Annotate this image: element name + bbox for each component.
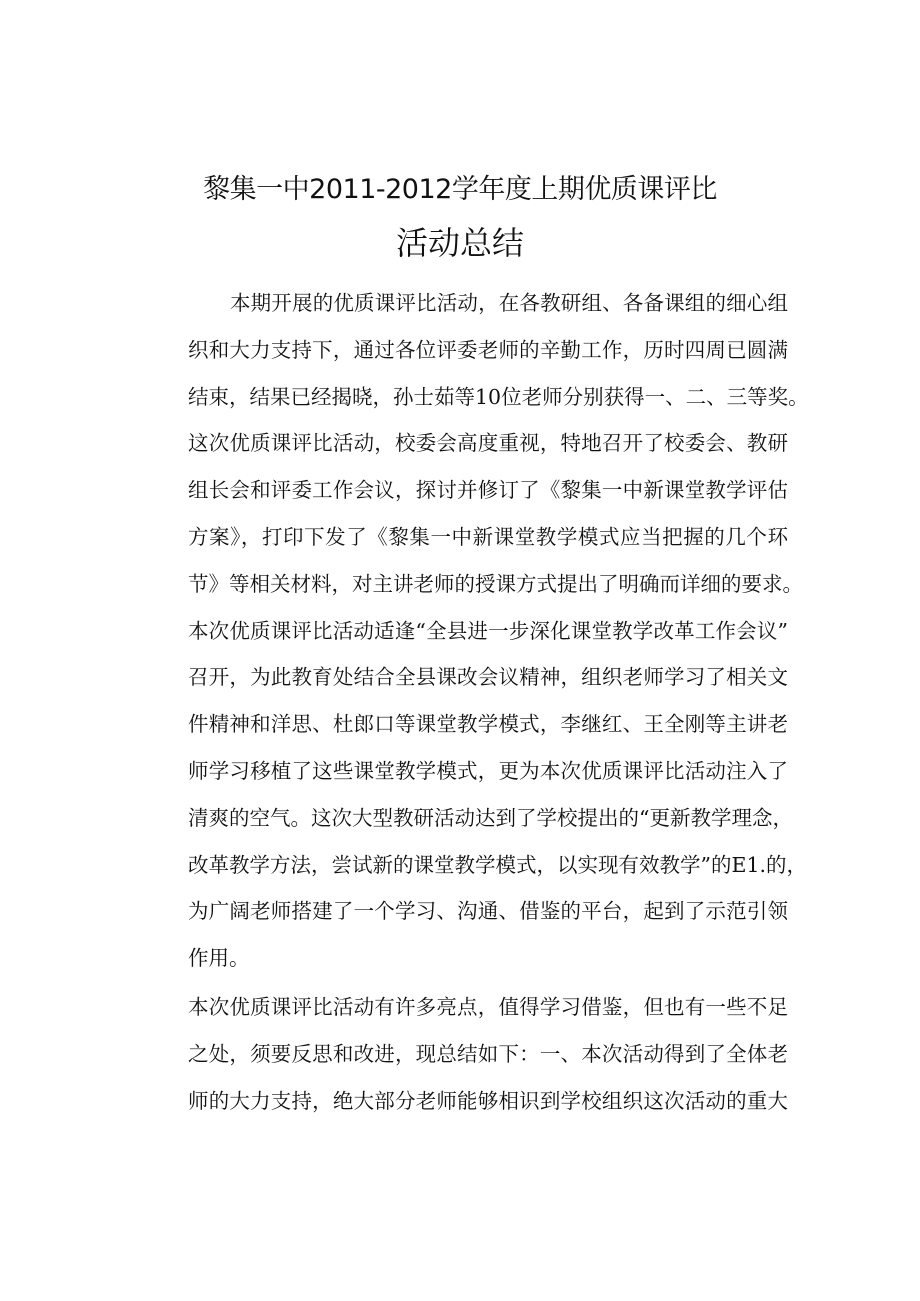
body-line: 师的大力支持，绝大部分老师能够相识到学校组织这次活动的重大 xyxy=(188,1088,788,1113)
body-line: 清爽的空气。这次大型教研活动达到了学校提出的“更新教学理念， xyxy=(188,805,793,830)
body-line: 节》等相关材料，对主讲老师的授课方式提出了明确而详细的要求。 xyxy=(188,571,803,596)
body-line: 织和大力支持下，通过各位评委老师的辛勤工作，历时四周已圆满 xyxy=(188,337,788,362)
document-subtitle: 活动总结 xyxy=(395,224,524,262)
body-line: 召开，为此教育处结合全县课改会议精神，组织老师学习了相关文 xyxy=(188,665,788,690)
body-line: 为广阔老师搭建了一个学习、沟通、借鉴的平台，起到了示范引领 xyxy=(188,899,788,924)
document-title: 黎集一中2011-2012学年度上期优质课评比 xyxy=(203,174,717,205)
body-line: 之处，须要反思和改进，现总结如下：一、本次活动得到了全体老 xyxy=(188,1041,788,1066)
body-line: 本次优质课评比活动有许多亮点，值得学习借鉴，但也有一些不足 xyxy=(188,994,788,1019)
body-line: 组长会和评委工作会议，探讨并修订了《黎集一中新课堂教学评估 xyxy=(188,478,788,503)
body-line: 作用。 xyxy=(188,946,250,971)
body-line: 改革教学方法，尝试新的课堂教学模式，以实现有效教学”的E1.的， xyxy=(188,852,808,877)
body-line: 件精神和洋思、杜郎口等课堂教学模式，李继红、王全刚等主讲老 xyxy=(188,712,788,737)
document-body xyxy=(188,280,809,1124)
body-line: 师学习移植了这些课堂教学模式，更为本次优质课评比活动注入了 xyxy=(188,758,788,783)
body-line: 本次优质课评比活动适逢“全县进一步深化课堂教学改革工作会议” xyxy=(188,618,788,643)
body-line: 这次优质课评比活动，校委会高度重视，特地召开了校委会、教研 xyxy=(188,431,788,456)
body-line: 结束，结果已经揭晓，孙士茹等10位老师分别获得一、二、三等奖。 xyxy=(188,384,809,409)
body-line: 本期开展的优质课评比活动，在各教研组、各备课组的细心组 xyxy=(230,291,788,315)
body-line: 方案》，打印下发了《黎集一中新课堂教学模式应当把握的几个环 xyxy=(188,524,788,549)
